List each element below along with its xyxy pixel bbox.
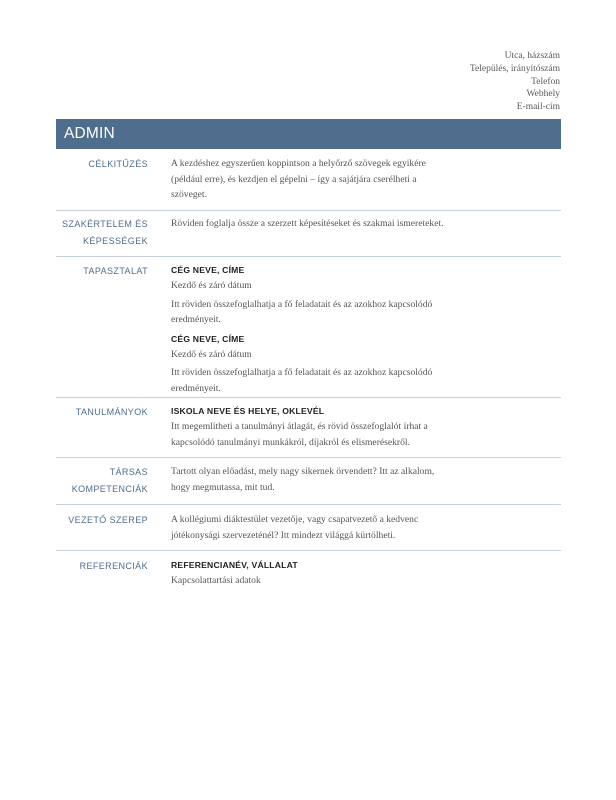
social-text: Tartott olyan előadást, mely nagy sikernek örvendett? Itt az alkalom, hogy megmutassa, mit tud. [171,466,435,493]
contact-phone: Telefon [531,76,560,87]
resume-name: ADMIN [64,125,115,142]
school-name: ISKOLA NEVE ÉS HELYE, OKLEVÉL [171,406,325,416]
reference-name: REFERENCIANÉV, VÁLLALAT [171,560,298,570]
section-label-objective: CÉLKITŰZÉS [88,159,148,169]
section-label-leadership: VEZETŐ SZEREP [68,515,148,525]
job-dates: Kezdő és záró dátum [171,280,252,291]
contact-email: E-mail-cím [516,102,560,113]
experience-list: CÉG NEVE, CÍME Kezdő és záró dátum Itt röviden összefoglalhatja a fő feladatait és az azokhoz kapcsolódó eredményeit. CÉG NEVE, CÍME Kezdő és záró dátum Itt röviden összefoglalhatja a fő feladatait és az azokhoz kapcsolódó eredményeit. [171,263,516,396]
section-label-skills: SZAKÉRTELEM ÉS KÉPESSÉGEK [62,219,148,246]
section-skills [56,216,561,257]
contact-street: Utca, házszám [504,51,560,61]
section-label-social: TÁRSAS KOMPETENCIÁK [71,467,148,494]
section-label-experience: TAPASZTALAT [83,266,148,276]
section-leadership [56,512,561,551]
contact-website: Webhely [526,89,560,100]
section-education [56,404,561,458]
leadership-text: A kollégiumi diáktestület vezetője, vagy csapatvezető a kedvenc jótékonysági szervezeténél? Itt mindezt világgá kürtölheti. [171,514,419,541]
section-references [56,558,561,592]
skills-text: Röviden foglalja össze a szerzett képesítéseket és szakmai ismereteket. [171,218,444,229]
contact-city: Település, irányítószám [469,63,560,74]
section-label-education: TANULMÁNYOK [75,407,148,417]
objective-text: A kezdéshez egyszerűen koppintson a helyőrző szövegek egyikére (például erre), és kezdjen el gépelni – így a sajátjára cserélheti a szöveget. [171,158,426,200]
education-text: ISKOLA NEVE ÉS HELYE, OKLEVÉL Itt megemlítheti a tanulmányi átlagát, és rövid összefoglalót írhat a kapcsolódó tanulmányi munkákról, díjakról és elismerésekről. [171,404,516,450]
section-social [56,464,561,505]
section-experience [56,263,561,398]
job-description: Itt röviden összefoglalhatja a fő feladatait és az azokhoz kapcsolódó [171,367,433,378]
contact-block [470,50,560,114]
job-company: CÉG NEVE, CÍME [171,333,245,344]
job-company: CÉG NEVE, CÍME [171,265,245,275]
references-text [171,558,516,589]
job-dates: Kezdő és záró dátum [171,348,252,360]
job-description: Itt röviden összefoglalhatja a fő feladatait és az azokhoz kapcsolódó [171,298,433,310]
reference-contact: Kapcsolattartási adatok [171,575,261,586]
section-label-references: REFERENCIÁK [79,561,148,571]
name-banner [56,119,561,149]
section-objective [56,156,561,211]
